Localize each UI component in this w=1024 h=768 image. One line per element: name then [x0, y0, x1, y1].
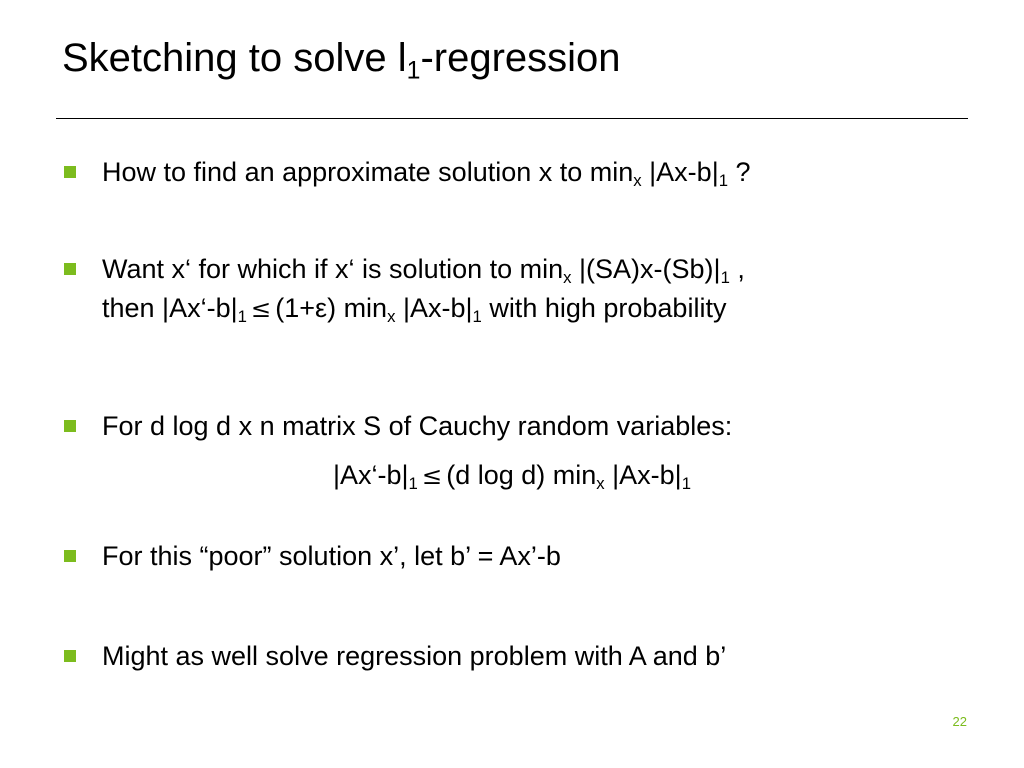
green-square-icon [64, 166, 76, 178]
title-subscript: 1 [406, 57, 421, 85]
bullet-2-part: |Ax-b| [395, 293, 473, 323]
title-divider [56, 118, 968, 119]
green-square-icon [64, 263, 76, 275]
subscript: x [596, 474, 605, 494]
bullet-2-part: |(SA)x-(Sb)| [571, 254, 721, 284]
subscript: 1 [718, 171, 729, 191]
subscript: x [563, 268, 572, 288]
subscript: x [633, 171, 642, 191]
green-square-icon [64, 650, 76, 662]
bullet-2-line-1 [102, 251, 745, 288]
subscript: 1 [472, 307, 482, 327]
bullet-4-text [102, 538, 561, 575]
subscript: x [387, 307, 396, 327]
subscript: 1 [681, 474, 691, 494]
leq-symbol: ≤ [250, 294, 272, 323]
title-main: Sketching to solve l [62, 36, 407, 80]
bullet-2-part: then |Ax‘-b| [102, 293, 238, 323]
bullet-1-part: |Ax-b| [641, 157, 719, 187]
formula-part: (d log d) min [446, 460, 597, 490]
bullet-3-text [102, 408, 732, 445]
formula-part: |Ax-b| [604, 460, 682, 490]
bullet-4-part: For this “poor” solution x’, let b’ = Ax’-b [102, 541, 561, 571]
bullet-1-part: How to find an approximate solution x to min [102, 157, 634, 187]
subscript: 1 [408, 474, 418, 494]
formula-part: |Ax‘-b| [332, 460, 409, 490]
bullet-2-line-2 [102, 290, 726, 327]
subscript: 1 [720, 268, 730, 288]
bullet-5-text [102, 638, 726, 675]
subscript: 1 [237, 307, 247, 327]
green-square-icon [64, 420, 76, 432]
bullet-1-part: ? [728, 157, 751, 187]
bullet-2-part: , [729, 254, 745, 284]
bullet-5-part: Might as well solve regression problem with A and b’ [102, 641, 727, 671]
bullet-3-part: For d log d x n matrix S of Cauchy random variables: [102, 411, 733, 441]
title-end: -regression [420, 36, 621, 80]
bullet-2-part: (1+ε) min [275, 293, 388, 323]
bullet-1-text [102, 154, 751, 191]
page-number: 22 [952, 714, 967, 729]
bullet-2-part: with high probability [481, 293, 727, 323]
leq-symbol: ≤ [421, 461, 443, 490]
bullet-2-part: Want x‘ for which if x‘ is solution to min [102, 254, 564, 284]
cauchy-bound-formula [0, 457, 1024, 494]
slide-title [62, 30, 621, 86]
green-square-icon [64, 550, 76, 562]
